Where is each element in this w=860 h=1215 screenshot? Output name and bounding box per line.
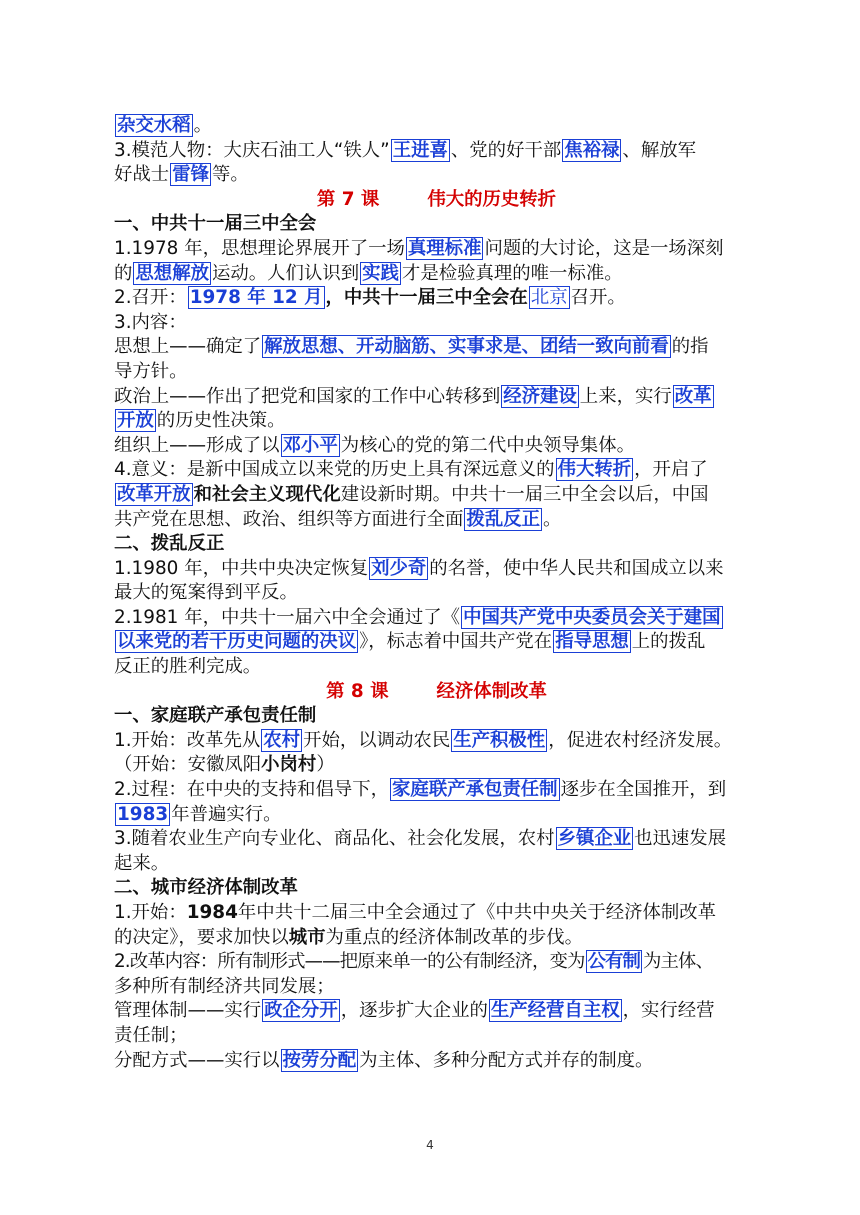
text-line: 共产党在思想、政治、组织等方面进行全面 拨乱反正 。	[114, 508, 562, 530]
text-line: 开放 的历史性决策。	[117, 410, 286, 432]
answer-box: 指导思想	[555, 631, 629, 653]
text-line: 杂交水稻 。	[117, 115, 212, 136]
text-line: 3.随着农业生产向专业化、商品化、社会化发展，农村 乡镇企业 也迅速发展	[114, 828, 727, 850]
page-number: 4	[426, 1138, 434, 1152]
text-line: 责任制；	[114, 1024, 188, 1046]
answer-box: 王进喜	[392, 139, 448, 161]
text-line: 1.开始：改革先从 农村 开始，以调动农民 生产积极性 ，促进农村经济发展。	[114, 729, 733, 751]
lesson-title: 第 7 课 伟大的历史转折	[316, 188, 557, 210]
answer-box: 真理标准	[407, 237, 482, 259]
text-line: 2.过程：在中央的支持和倡导下， 家庭联产承包责任制 逐步在全国推开，到	[114, 779, 727, 801]
answer-box: 伟大转折	[557, 459, 632, 481]
text-line: （开始：安徽凤阳小岗村）	[114, 754, 335, 776]
answer-box: 改革开放	[117, 483, 191, 505]
answer-box: 政企分开	[264, 1000, 338, 1022]
answer-box: 以来党的若干历史问题的决议	[117, 631, 357, 653]
answer-box: 焦裕禄	[564, 139, 620, 161]
section-heading: 一、中共十一届三中全会	[114, 213, 317, 235]
answer-box: 生产积极性	[453, 729, 546, 751]
text-line: 组织上——形成了以 邓小平 为核心的党的第二代中央领导集体。	[114, 434, 635, 456]
section-heading: 二、城市经济体制改革	[114, 877, 298, 899]
text-line: 1983 年普遍实行。	[117, 803, 282, 825]
answer-box: 思想解放	[135, 262, 209, 284]
text-line: 2.1981 年，中共十一届六中全会通过了《 中国共产党中央委员会关于建国	[114, 606, 721, 628]
answer-box: 杂交水稻	[117, 115, 191, 136]
answer-box: 家庭联产承包责任制	[392, 779, 558, 801]
text-line: 起来。	[114, 852, 170, 874]
text-line: 管理体制——实行 政企分开 ，逐步扩大企业的 生产经营自主权 ，实行经营	[114, 1000, 715, 1022]
text-line: 分配方式——实行以 按劳分配 为主体、多种分配方式并存的制度。	[114, 1049, 654, 1071]
text-line: 导方针。	[114, 360, 188, 382]
text-line: 3.内容：	[114, 311, 187, 333]
text-line: 多种所有制经济共同发展；	[114, 975, 335, 997]
text-line: 政治上——作出了把党和国家的工作中心转移到 经济建设 上来，实行 改革	[114, 385, 712, 407]
text-line: 1.开始：1984年中共十二届三中全会通过了《中共中央关于经济体制改革	[114, 902, 717, 923]
answer-box: 解放思想、开动脑筋、实事求是、团结一致向前看	[264, 336, 669, 358]
answer-box: 乡镇企业	[557, 828, 632, 850]
text-line: 4.意义：是新中国成立以来党的历史上具有深远意义的 伟大转折 ，开启了	[114, 459, 708, 481]
answer-box: 北京	[530, 287, 568, 309]
text-line: 的 思想解放 运动。人们认识到 实践 才是检验真理的唯一标准。	[114, 262, 623, 284]
text-line: 改革开放 和社会主义现代化建设新时期。中共十一届三中全会以后，中国	[117, 483, 709, 505]
answer-box: 改革	[674, 385, 712, 407]
document-body	[114, 114, 759, 1073]
lesson-title: 第 8 课 经济体制改革	[326, 680, 547, 702]
text-line: 1.1978 年，思想理论界展开了一场 真理标准 问题的大讨论，这是一场深刻	[114, 237, 724, 259]
answer-box: 生产经营自主权	[490, 1000, 620, 1022]
text-line: 最大的冤案得到平反。	[114, 582, 298, 604]
text-line: 1.1980 年，中共中央决定恢复 刘少奇 的名誉，使中华人民共和国成立以来	[114, 557, 724, 579]
answer-box: 公有制	[587, 951, 640, 973]
answer-box: 邓小平	[282, 434, 338, 456]
answer-box: 农村	[263, 729, 301, 751]
answer-box: 1983	[117, 803, 169, 825]
answer-box: 雷锋	[172, 164, 209, 186]
answer-box: 经济建设	[503, 385, 577, 407]
text-line: 反正的胜利完成。	[114, 656, 262, 678]
answer-box: 按劳分配	[282, 1049, 357, 1071]
answer-box: 实践	[362, 262, 399, 284]
answer-box: 拨乱反正	[466, 508, 541, 530]
section-heading: 二、拨乱反正	[114, 533, 225, 555]
text-line: 好战士 雷锋 等。	[114, 164, 249, 186]
text-line: 思想上——确定了 解放思想、开动脑筋、实事求是、团结一致向前看 的指	[114, 336, 709, 358]
text-line: 2.召开： 1978 年 12 月 ，中共十一届三中全会在 北京 召开。	[114, 287, 626, 309]
answer-box: 刘少奇	[371, 557, 427, 579]
text-line: 3.模范人物：大庆石油工人“铁人” 王进喜 、党的好干部 焦裕禄 、解放军	[114, 139, 696, 161]
answer-box: 1978 年 12 月	[189, 287, 323, 309]
text-line: 2.改革内容：所有制形式——把原来单一的公有制经济，变为 公有制 为主体、	[114, 951, 713, 973]
section-heading: 一、家庭联产承包责任制	[114, 705, 317, 727]
answer-box: 开放	[117, 410, 154, 432]
text-line: 的决定》，要求加快以城市为重点的经济体制改革的步伐。	[114, 926, 583, 948]
text-line: 以来党的若干历史问题的决议 》，标志着中国共产党在 指导思想 上的拨乱	[117, 631, 706, 653]
answer-box: 中国共产党中央委员会关于建国	[463, 606, 721, 628]
